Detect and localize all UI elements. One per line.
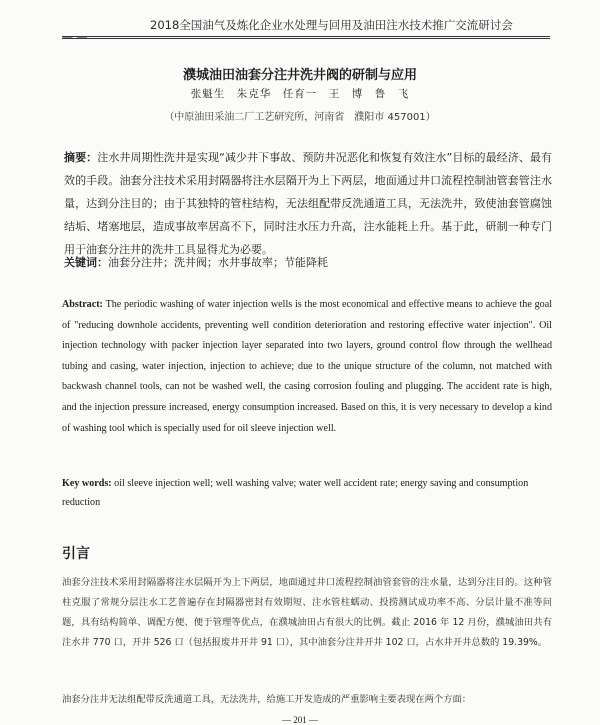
header-rule-bottom [62, 38, 550, 39]
abstract-english-label: Abstract: [62, 299, 103, 310]
abstract-english-text: The periodic washing of water injection wells is the most economical and effective means to achieve the goal of "reducing downhole accidents, preventing well condition deterioration and restoring effective water injection". Oil injection technology with packer injection layer separated into two layers, ground control flow through the wellhead tubing and casing, water injection, injection to achieve; due to the unique structure of the column, not matched with backwash channel tools, can not be washed well, the casing corrosion fouling and plugging. The accident rate is high, and the injection pressure increased, energy consumption increased. Based on this, it is very necessary to develop a kind of washing tool which is specially used for oil sleeve injection well. [62, 299, 553, 434]
abstract-english [62, 295, 552, 439]
intro-paragraph-2: 油套分注井无法组配带反洗通道工具，无法洗井，给施工开发造成的严重影响主要表现在两个方面： [62, 694, 472, 705]
keywords-english-text: oil sleeve injection well; well washing valve; water well accident rate; energy saving and consumption reduction [62, 478, 529, 508]
running-header [0, 0, 600, 43]
paper-affiliation: （中原油田采油二厂工艺研究所，河南省 濮阳市 457001） [164, 112, 436, 123]
abstract-chinese-label: 摘要： [64, 151, 98, 164]
header-rule-top [62, 36, 550, 37]
keywords-chinese-text: 油套分注井；洗井阀；水井事故率；节能降耗 [108, 256, 328, 269]
page-number: — 201 — [282, 715, 318, 725]
paper-authors: 张魁生 朱克华 任育一 王 博 鲁 飞 [190, 88, 410, 100]
keywords-chinese-label: 关键词： [64, 256, 108, 269]
keywords-english-label: Key words: [62, 478, 112, 489]
abstract-chinese-text: 注水井周期性洗井是实现“减少井下事故、预防井况恶化和恢复有效注水”目标的最经济、最有效的手段。油套分注技术采用封隔器将注水层隔开为上下两层，地面通过井口流程控制油管套管注水量，达到分注目的；由于其独特的管柱结构，无法组配带反洗通道工具，无法洗井，致使油套管腐蚀结垢、堵塞地层，造成事故率居高不下，同时注水压力升高，注水能耗上升。基于此，研制一种专门用于油套分注井的洗井工具显得尤为必要。 [64, 151, 552, 256]
keywords-chinese [64, 255, 552, 271]
keywords-english [62, 474, 552, 512]
abstract-chinese [64, 146, 552, 261]
conference-running-title: 2018全国油气及炼化企业水处理与回用及油田注水技术推广交流研讨会 [150, 18, 513, 32]
section-heading-introduction: 引言 [62, 546, 90, 562]
header-dash-mark: — — [62, 30, 88, 43]
intro-paragraph-1: 油套分注技术采用封隔器将注水层隔开为上下两层，地面通过井口流程控制油管套管的注水量，达到分注目的。这种管柱克服了常规分层注水工艺普遍存在封隔器密封有效期短、注水管柱蠕动、投捞测试成功率不高、分层计量不准等问题，具有结构简单、调配方便、便于管理等优点，在濮城油田占有很大的比例。截止 2016 年 12 月份，濮城油田共有注水井 770 口，开井 526 口（包括报废井开井 91 口），其中油套分注井开井 102 口，占水井开井总数的 19.39%。 [62, 577, 552, 648]
paper-title: 濮城油田油套分注井洗井阀的研制与应用 [182, 68, 417, 83]
